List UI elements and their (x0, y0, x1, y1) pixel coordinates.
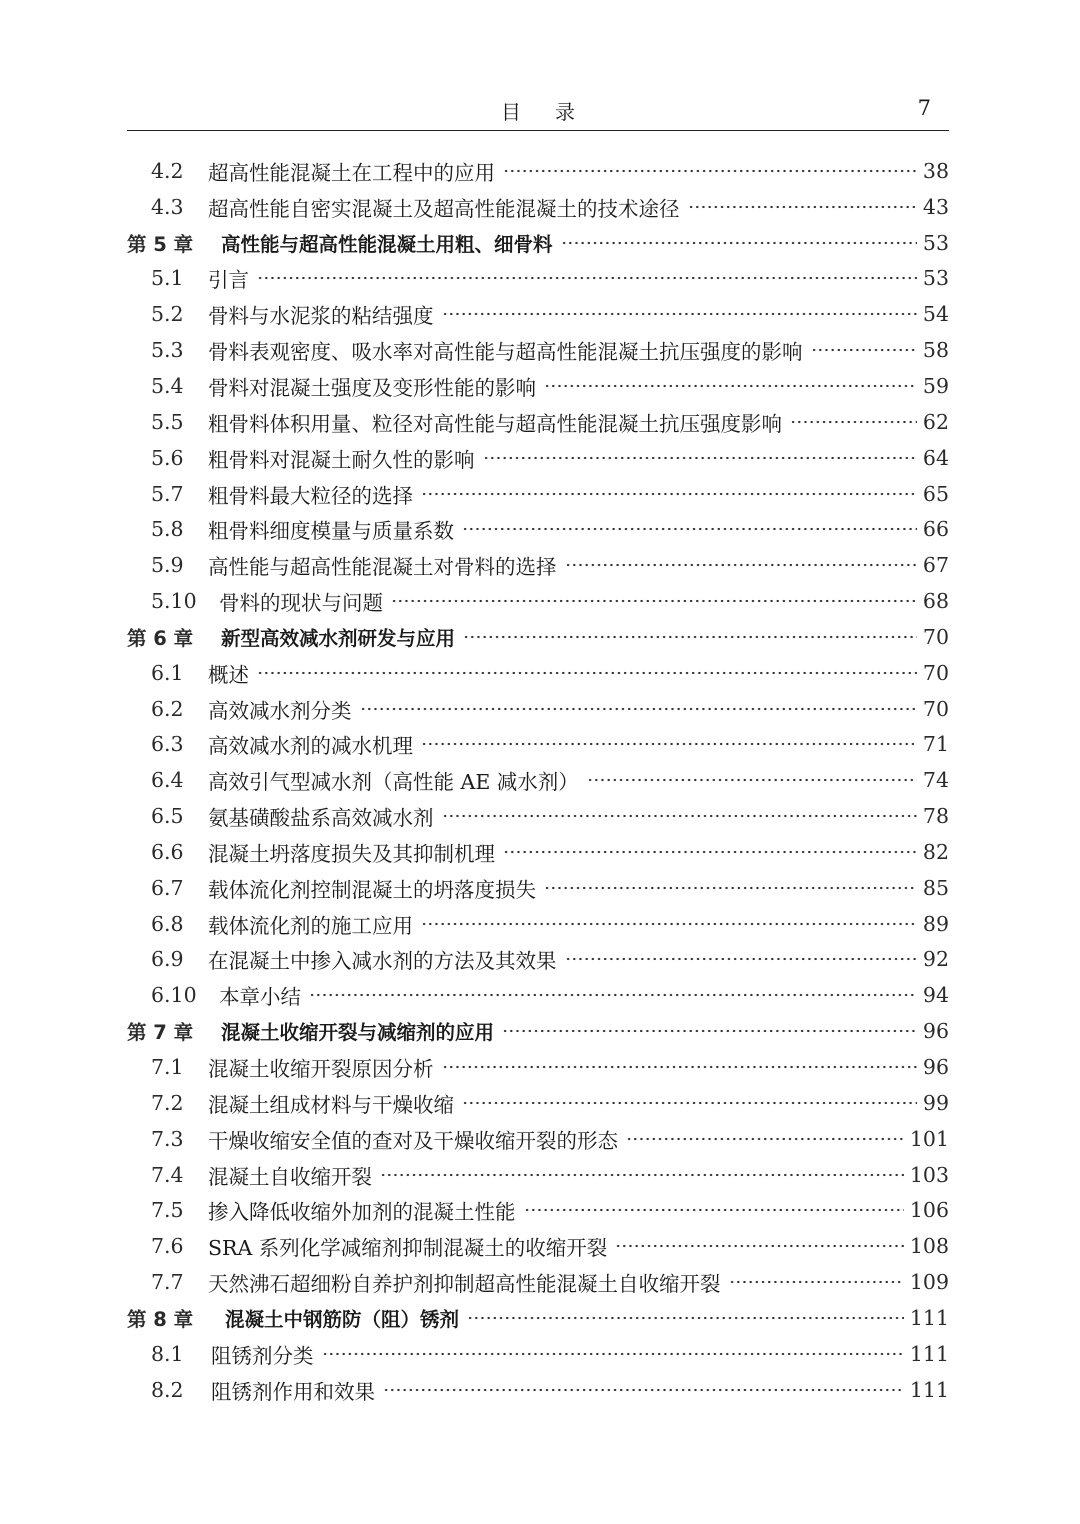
toc-dot-leader (309, 985, 917, 1005)
toc-dot-leader (421, 914, 917, 934)
toc-entry-number: 5.9 (151, 553, 184, 578)
toc-entry-title: 高性能与超高性能混凝土用粗、细骨料 (221, 232, 553, 256)
toc-dot-leader (442, 1057, 917, 1077)
toc-entry-number: 5.3 (151, 338, 184, 363)
toc-dot-leader (442, 304, 917, 324)
toc-entry-number: 4.2 (151, 158, 184, 183)
toc-entry-page: 106 (909, 1198, 949, 1223)
toc-dot-leader (729, 1272, 904, 1292)
toc-entry-page: 53 (922, 230, 949, 255)
toc-entry-number: 8.1 (151, 1341, 184, 1366)
toc-section-entry[interactable] (127, 332, 949, 368)
toc-entry-title: 混凝土中钢筋防（阻）锈剂 (225, 1307, 460, 1331)
toc-entry-page: 66 (922, 517, 949, 542)
toc-entry-title: 阻锈剂分类 (211, 1343, 314, 1368)
toc-dot-leader (383, 1380, 904, 1400)
toc-entry-title: 粗骨料体积用量、粒径对高性能与超高性能混凝土抗压强度影响 (208, 411, 782, 436)
toc-entry-number: 7.1 (151, 1055, 184, 1080)
toc-dot-leader (503, 161, 917, 181)
toc-section-entry[interactable] (127, 189, 949, 225)
toc-entry-number: 7.6 (151, 1234, 184, 1259)
toc-entry-title: 粗骨料细度模量与质量系数 (208, 519, 454, 544)
toc-dot-leader (380, 1165, 904, 1185)
toc-entry-page: 109 (909, 1270, 949, 1295)
toc-entry-title: 混凝土收缩开裂与减缩剂的应用 (221, 1021, 495, 1045)
toc-dot-leader (544, 878, 917, 898)
toc-entry-number: 第 8 章 (127, 1307, 194, 1331)
toc-entry-number: 第 6 章 (127, 626, 194, 650)
toc-entry-title: 干燥收缩安全值的查对及干燥收缩开裂的形态 (208, 1128, 618, 1153)
toc-entry-page: 78 (922, 804, 949, 829)
toc-entry-number: 4.3 (151, 194, 184, 219)
toc-entry-number: 6.8 (151, 911, 184, 936)
toc-entry-number: 8.2 (151, 1377, 184, 1402)
toc-entry-number: 5.4 (151, 373, 184, 398)
toc-dot-leader (442, 806, 917, 826)
toc-section-entry[interactable] (127, 368, 949, 404)
toc-entry-title: 天然沸石超细粉自养护剂抑制超高性能混凝土自收缩开裂 (208, 1272, 721, 1297)
toc-entry-number: 第 7 章 (127, 1021, 194, 1045)
toc-entry-title: 氨基磺酸盐系高效减水剂 (208, 806, 434, 831)
toc-section-entry[interactable] (127, 798, 949, 834)
toc-entry-title: 粗骨料最大粒径的选择 (208, 483, 413, 508)
toc-section-entry[interactable] (127, 906, 949, 942)
toc-dot-leader (503, 842, 917, 862)
toc-entry-page: 82 (922, 839, 949, 864)
toc-section-entry[interactable] (127, 1192, 949, 1228)
toc-dot-leader (462, 519, 917, 539)
toc-entry-number: 5.6 (151, 445, 184, 470)
toc-section-entry[interactable] (127, 762, 949, 798)
toc-section-entry[interactable] (127, 261, 949, 297)
toc-entry-number: 5.5 (151, 409, 184, 434)
page-number: 7 (917, 96, 931, 120)
toc-entry-page: 103 (909, 1162, 949, 1187)
toc-entry-title: 骨料与水泥浆的粘结强度 (208, 304, 434, 329)
toc-dot-leader (615, 1236, 904, 1256)
toc-entry-number: 5.10 (151, 589, 197, 614)
toc-entry-page: 70 (922, 660, 949, 685)
toc-entry-page: 68 (922, 589, 949, 614)
toc-entry-number: 7.5 (151, 1198, 184, 1223)
toc-entry-page: 65 (922, 481, 949, 506)
toc-entry-title: 骨料的现状与问题 (219, 591, 383, 616)
toc-section-entry[interactable] (127, 1228, 949, 1264)
toc-entry-page: 96 (922, 1019, 949, 1044)
toc-section-entry[interactable] (127, 655, 949, 691)
toc-dot-leader (565, 949, 917, 969)
toc-entry-page: 85 (922, 875, 949, 900)
toc-entry-title: 引言 (208, 268, 249, 293)
toc-section-entry[interactable] (127, 834, 949, 870)
toc-entry-title: 阻锈剂作用和效果 (211, 1379, 375, 1404)
toc-entry-title: 在混凝土中掺入减水剂的方法及其效果 (208, 949, 557, 974)
toc-entry-title: 高效减水剂分类 (208, 698, 352, 723)
toc-section-entry[interactable] (127, 942, 949, 978)
toc-entry-title: 混凝土收缩开裂原因分析 (208, 1057, 434, 1082)
toc-section-entry[interactable] (127, 583, 949, 619)
toc-dot-leader (421, 484, 917, 504)
toc-entry-title: 超高性能混凝土在工程中的应用 (208, 160, 495, 185)
toc-entry-title: 混凝土自收缩开裂 (208, 1164, 372, 1189)
toc-entry-number: 5.2 (151, 302, 184, 327)
toc-section-entry[interactable] (127, 1049, 949, 1085)
toc-entry-title: 粗骨料对混凝土耐久性的影响 (208, 447, 475, 472)
toc-entry-title: 混凝土组成材料与干燥收缩 (208, 1092, 454, 1117)
toc-dot-leader (483, 448, 917, 468)
toc-entry-number: 6.1 (151, 660, 184, 685)
toc-entry-number: 5.8 (151, 517, 184, 542)
toc-entry-page: 70 (922, 624, 949, 649)
toc-entry-page: 59 (922, 373, 949, 398)
toc-entry-title: 掺入降低收缩外加剂的混凝土性能 (208, 1200, 516, 1225)
toc-entry-page: 38 (922, 158, 949, 183)
toc-entry-title: 高效引气型减水剂（高性能 AE 减水剂） (208, 770, 579, 795)
toc-chapter-entry[interactable] (127, 1300, 949, 1336)
toc-entry-number: 7.7 (151, 1270, 184, 1295)
toc-entry-number: 6.9 (151, 947, 184, 972)
toc-section-entry[interactable] (127, 1264, 949, 1300)
toc-section-entry[interactable] (127, 153, 949, 189)
table-of-contents (127, 153, 949, 1408)
toc-dot-leader (257, 268, 917, 288)
toc-entry-page: 71 (922, 732, 949, 757)
toc-entry-title: 载体流化剂控制混凝土的坍落度损失 (208, 877, 536, 902)
toc-entry-page: 58 (922, 338, 949, 363)
toc-entry-page: 53 (922, 266, 949, 291)
toc-entry-page: 108 (909, 1234, 949, 1259)
toc-section-entry[interactable] (127, 404, 949, 440)
toc-dot-leader (322, 1344, 904, 1364)
toc-entry-page: 111 (909, 1377, 949, 1402)
toc-entry-page: 89 (922, 911, 949, 936)
toc-dot-leader (561, 233, 917, 253)
toc-entry-page: 74 (922, 768, 949, 793)
toc-dot-leader (257, 663, 917, 683)
toc-entry-title: SRA 系列化学减缩剂抑制混凝土的收缩开裂 (208, 1236, 608, 1261)
toc-section-entry[interactable] (127, 547, 949, 583)
toc-entry-page: 96 (922, 1055, 949, 1080)
toc-entry-title: 本章小结 (219, 985, 301, 1010)
toc-entry-number: 6.7 (151, 875, 184, 900)
toc-entry-title: 超高性能自密实混凝土及超高性能混凝土的技术途径 (208, 196, 680, 221)
toc-entry-page: 43 (922, 194, 949, 219)
toc-chapter-entry[interactable] (127, 225, 949, 261)
toc-entry-page: 99 (922, 1090, 949, 1115)
toc-entry-page: 94 (922, 983, 949, 1008)
toc-section-entry[interactable] (127, 977, 949, 1013)
toc-section-entry[interactable] (127, 727, 949, 763)
page-header (127, 92, 949, 130)
toc-entry-number: 5.7 (151, 481, 184, 506)
toc-section-entry[interactable] (127, 1372, 949, 1408)
toc-entry-title: 混凝土坍落度损失及其抑制机理 (208, 841, 495, 866)
toc-entry-number: 7.4 (151, 1162, 184, 1187)
toc-entry-title: 骨料对混凝土强度及变形性能的影响 (208, 375, 536, 400)
toc-entry-page: 62 (922, 409, 949, 434)
toc-entry-title: 高效减水剂的减水机理 (208, 734, 413, 759)
toc-section-entry[interactable] (127, 511, 949, 547)
toc-entry-title: 载体流化剂的施工应用 (208, 913, 413, 938)
toc-dot-leader (502, 1021, 917, 1041)
toc-dot-leader (360, 699, 917, 719)
toc-dot-leader (421, 734, 917, 754)
toc-entry-number: 6.4 (151, 768, 184, 793)
toc-entry-title: 新型高效减水剂研发与应用 (221, 626, 456, 650)
toc-section-entry[interactable] (127, 1157, 949, 1193)
toc-dot-leader (565, 555, 917, 575)
toc-entry-number: 7.3 (151, 1126, 184, 1151)
toc-entry-page: 67 (922, 553, 949, 578)
toc-dot-leader (688, 197, 917, 217)
toc-section-entry[interactable] (127, 1085, 949, 1121)
toc-entry-page: 92 (922, 947, 949, 972)
toc-entry-number: 6.5 (151, 804, 184, 829)
toc-section-entry[interactable] (127, 1121, 949, 1157)
toc-entry-page: 64 (922, 445, 949, 470)
toc-dot-leader (626, 1129, 904, 1149)
toc-dot-leader (463, 627, 917, 647)
toc-dot-leader (544, 376, 917, 396)
toc-section-entry[interactable] (127, 691, 949, 727)
toc-section-entry[interactable] (127, 1336, 949, 1372)
toc-chapter-entry[interactable] (127, 1013, 949, 1049)
toc-dot-leader (467, 1308, 904, 1328)
header-divider (127, 130, 949, 131)
toc-dot-leader (391, 591, 917, 611)
toc-entry-number: 第 5 章 (127, 232, 194, 256)
toc-entry-page: 54 (922, 302, 949, 327)
toc-entry-number: 5.1 (151, 266, 184, 291)
toc-entry-page: 70 (922, 696, 949, 721)
toc-section-entry[interactable] (127, 870, 949, 906)
toc-chapter-entry[interactable] (127, 619, 949, 655)
toc-entry-number: 6.2 (151, 696, 184, 721)
toc-section-entry[interactable] (127, 440, 949, 476)
toc-dot-leader (587, 770, 917, 790)
toc-dot-leader (524, 1200, 904, 1220)
toc-entry-page: 111 (909, 1341, 949, 1366)
toc-section-entry[interactable] (127, 296, 949, 332)
toc-entry-page: 111 (909, 1305, 949, 1330)
toc-entry-number: 6.6 (151, 839, 184, 864)
toc-dot-leader (462, 1093, 917, 1113)
toc-section-entry[interactable] (127, 476, 949, 512)
toc-entry-title: 骨料表观密度、吸水率对高性能与超高性能混凝土抗压强度的影响 (208, 340, 803, 365)
toc-entry-page: 101 (909, 1126, 949, 1151)
page-title: 目录 (501, 100, 609, 124)
toc-entry-number: 7.2 (151, 1090, 184, 1115)
toc-entry-number: 6.3 (151, 732, 184, 757)
toc-entry-number: 6.10 (151, 983, 197, 1008)
toc-dot-leader (790, 412, 917, 432)
toc-dot-leader (811, 340, 917, 360)
toc-entry-title: 概述 (208, 662, 249, 687)
toc-entry-title: 高性能与超高性能混凝土对骨料的选择 (208, 555, 557, 580)
